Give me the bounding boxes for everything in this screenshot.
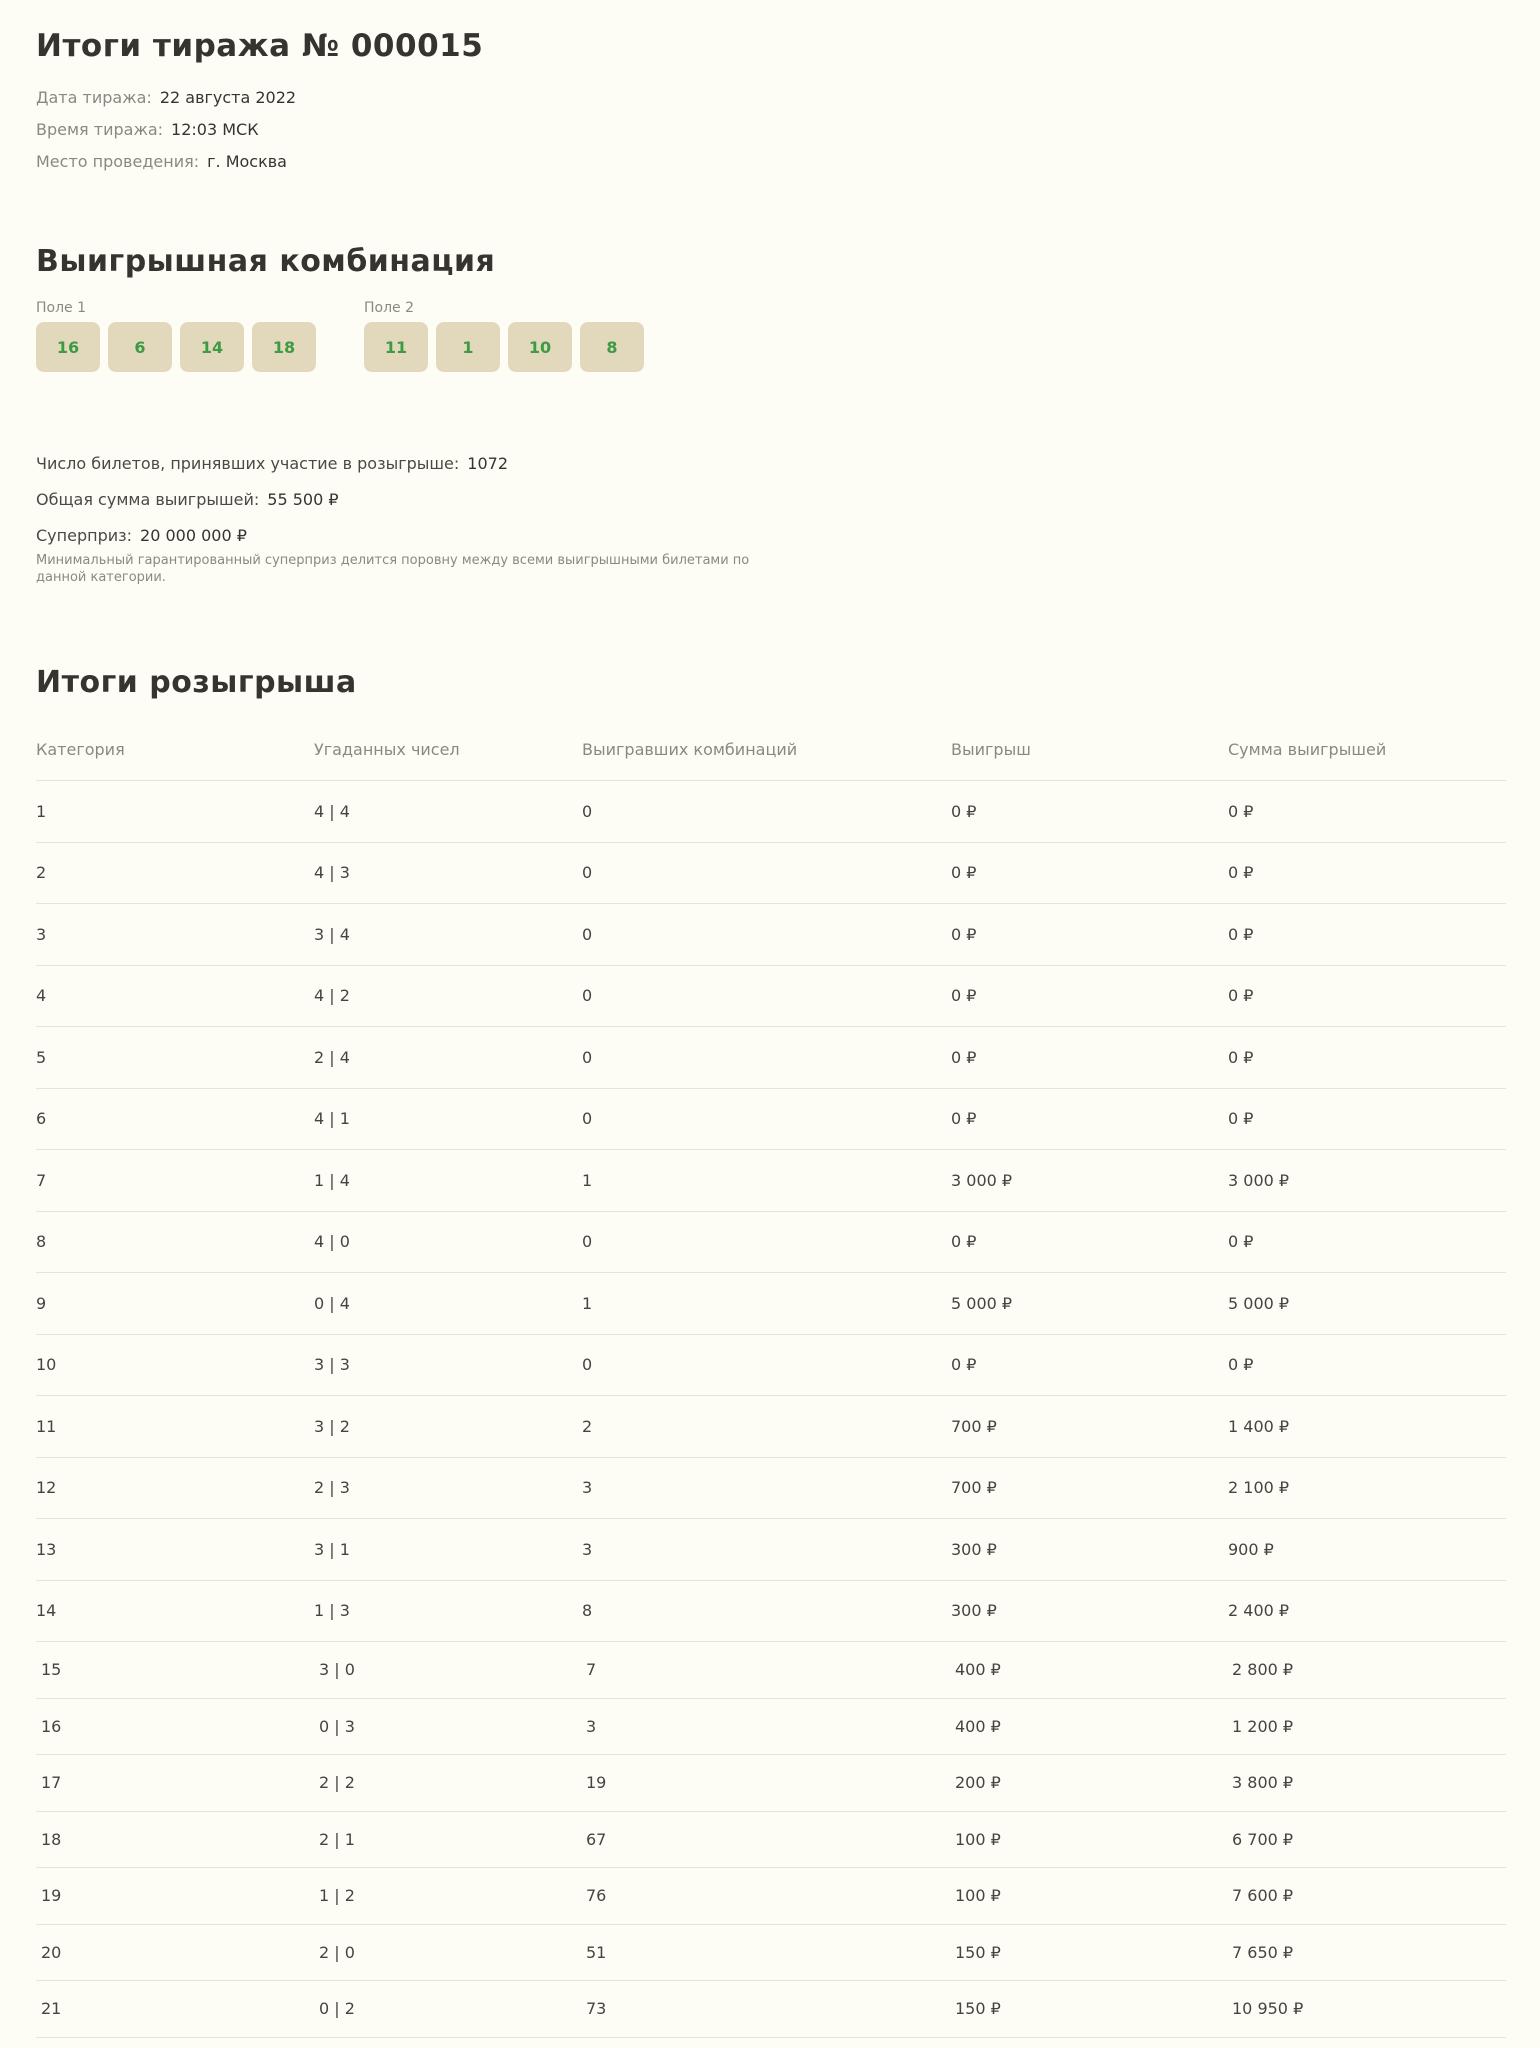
cell-winning-combos: 0 bbox=[582, 1088, 951, 1150]
cell-winning-combos: 0 bbox=[582, 904, 951, 966]
tickets-count-label: Число билетов, принявших участие в розыгрыше: bbox=[36, 454, 460, 473]
cell-matched: 3 | 3 bbox=[314, 1334, 582, 1396]
cell-category: 6 bbox=[36, 1088, 314, 1150]
cell-total: 7 600 ₽ bbox=[1228, 1868, 1506, 1925]
cell-category: 15 bbox=[36, 1642, 314, 1699]
tickets-count bbox=[36, 452, 796, 488]
cell-matched: 0 | 4 bbox=[314, 1273, 582, 1335]
cell-prize: 0 ₽ bbox=[951, 965, 1228, 1027]
cell-total: 0 ₽ bbox=[1228, 904, 1506, 966]
cell-category: 18 bbox=[36, 1811, 314, 1868]
cell-category: 17 bbox=[36, 1755, 314, 1812]
cell-winning-combos: 67 bbox=[582, 1811, 951, 1868]
cell-prize: 3 000 ₽ bbox=[951, 1150, 1228, 1212]
cell-winning-combos: 8 bbox=[582, 1580, 951, 1642]
ball: 11 bbox=[364, 322, 428, 372]
table-row bbox=[36, 1580, 1506, 1642]
superprize-note: Минимальный гарантированный суперприз делится поровну между всеми выигрышными билетами по данной категории. bbox=[36, 553, 750, 585]
winning-combination-title: Выигрышная комбинация bbox=[36, 244, 496, 279]
cell-prize: 0 ₽ bbox=[951, 842, 1228, 904]
table-row bbox=[36, 1755, 1506, 1812]
cell-total: 900 ₽ bbox=[1228, 1519, 1506, 1581]
table-row bbox=[36, 1150, 1506, 1212]
draw-time bbox=[36, 114, 296, 146]
cell-matched: 4 | 0 bbox=[314, 1211, 582, 1273]
cell-winning-combos: 7 bbox=[582, 1642, 951, 1699]
cell-category: 10 bbox=[36, 1334, 314, 1396]
cell-matched: 4 | 4 bbox=[314, 781, 582, 843]
cell-prize: 150 ₽ bbox=[951, 1924, 1228, 1981]
cell-total: 0 ₽ bbox=[1228, 1088, 1506, 1150]
page-title: Итоги тиража № 000015 bbox=[36, 28, 484, 64]
cell-matched: 3 | 2 bbox=[314, 1396, 582, 1458]
cell-category: 1 bbox=[36, 781, 314, 843]
table-row bbox=[36, 1698, 1506, 1755]
table-row bbox=[36, 842, 1506, 904]
cell-prize: 400 ₽ bbox=[951, 1642, 1228, 1699]
cell-total: 6 700 ₽ bbox=[1228, 1811, 1506, 1868]
cell-prize: 400 ₽ bbox=[951, 1698, 1228, 1755]
cell-total: 0 ₽ bbox=[1228, 842, 1506, 904]
table-row bbox=[36, 1457, 1506, 1519]
cell-winning-combos: 0 bbox=[582, 1027, 951, 1089]
table-row bbox=[36, 1027, 1506, 1089]
cell-total: 1 400 ₽ bbox=[1228, 1396, 1506, 1458]
cell-prize: 100 ₽ bbox=[951, 1868, 1228, 1925]
cell-winning-combos: 3 bbox=[582, 1698, 951, 1755]
field1-numbers bbox=[36, 322, 316, 372]
ball: 16 bbox=[36, 322, 100, 372]
superprize-label: Суперприз: bbox=[36, 526, 133, 545]
table-row bbox=[36, 1334, 1506, 1396]
draw-date-label: Дата тиража: bbox=[36, 88, 152, 107]
cell-category: 12 bbox=[36, 1457, 314, 1519]
cell-total: 0 ₽ bbox=[1228, 1027, 1506, 1089]
cell-winning-combos: 0 bbox=[582, 781, 951, 843]
table-row bbox=[36, 781, 1506, 843]
cell-total: 2 400 ₽ bbox=[1228, 1580, 1506, 1642]
cell-prize: 200 ₽ bbox=[951, 1755, 1228, 1812]
col-category: Категория bbox=[36, 718, 314, 781]
cell-matched: 1 | 4 bbox=[314, 1150, 582, 1212]
cell-prize: 700 ₽ bbox=[951, 1396, 1228, 1458]
cell-matched: 2 | 0 bbox=[314, 1924, 582, 1981]
cell-category: 13 bbox=[36, 1519, 314, 1581]
cell-category: 11 bbox=[36, 1396, 314, 1458]
cell-total: 3 000 ₽ bbox=[1228, 1150, 1506, 1212]
ball: 18 bbox=[252, 322, 316, 372]
draw-place-label: Место проведения: bbox=[36, 152, 200, 171]
total-winnings-value: 55 500 ₽ bbox=[267, 490, 339, 509]
tickets-count-value: 1072 bbox=[467, 454, 508, 473]
cell-matched: 1 | 2 bbox=[314, 1868, 582, 1925]
cell-matched: 4 | 3 bbox=[314, 842, 582, 904]
cell-category: 2 bbox=[36, 842, 314, 904]
col-winning-combos: Выигравших комбинаций bbox=[582, 718, 951, 781]
cell-category: 14 bbox=[36, 1580, 314, 1642]
ball: 10 bbox=[508, 322, 572, 372]
cell-winning-combos: 0 bbox=[582, 965, 951, 1027]
cell-category: 5 bbox=[36, 1027, 314, 1089]
cell-category: 3 bbox=[36, 904, 314, 966]
ball: 6 bbox=[108, 322, 172, 372]
cell-total: 7 650 ₽ bbox=[1228, 1924, 1506, 1981]
cell-category: 20 bbox=[36, 1924, 314, 1981]
cell-matched: 3 | 1 bbox=[314, 1519, 582, 1581]
cell-matched: 3 | 4 bbox=[314, 904, 582, 966]
cell-prize: 150 ₽ bbox=[951, 1981, 1228, 2038]
ball: 1 bbox=[436, 322, 500, 372]
field1-label: Поле 1 bbox=[36, 300, 87, 316]
cell-winning-combos: 0 bbox=[582, 1211, 951, 1273]
cell-matched: 4 | 2 bbox=[314, 965, 582, 1027]
cell-matched: 0 | 2 bbox=[314, 1981, 582, 2038]
cell-prize: 0 ₽ bbox=[951, 1211, 1228, 1273]
results-table bbox=[36, 718, 1506, 2038]
table-row bbox=[36, 1273, 1506, 1335]
cell-total: 0 ₽ bbox=[1228, 1334, 1506, 1396]
cell-winning-combos: 76 bbox=[582, 1868, 951, 1925]
cell-winning-combos: 0 bbox=[582, 842, 951, 904]
cell-matched: 2 | 1 bbox=[314, 1811, 582, 1868]
col-matched: Угаданных чисел bbox=[314, 718, 582, 781]
cell-prize: 0 ₽ bbox=[951, 781, 1228, 843]
cell-total: 0 ₽ bbox=[1228, 781, 1506, 843]
cell-matched: 4 | 1 bbox=[314, 1088, 582, 1150]
draw-place-value: г. Москва bbox=[207, 152, 287, 171]
table-row bbox=[36, 1981, 1506, 2038]
cell-prize: 700 ₽ bbox=[951, 1457, 1228, 1519]
cell-prize: 0 ₽ bbox=[951, 1334, 1228, 1396]
cell-total: 2 100 ₽ bbox=[1228, 1457, 1506, 1519]
cell-winning-combos: 19 bbox=[582, 1755, 951, 1812]
cell-category: 7 bbox=[36, 1150, 314, 1212]
cell-category: 4 bbox=[36, 965, 314, 1027]
cell-winning-combos: 2 bbox=[582, 1396, 951, 1458]
table-row bbox=[36, 1211, 1506, 1273]
draw-stats bbox=[36, 452, 796, 586]
total-winnings-label: Общая сумма выигрышей: bbox=[36, 490, 260, 509]
results-title: Итоги розыгрыша bbox=[36, 665, 357, 700]
table-row bbox=[36, 965, 1506, 1027]
draw-time-label: Время тиража: bbox=[36, 120, 164, 139]
total-winnings bbox=[36, 488, 796, 524]
cell-total: 10 950 ₽ bbox=[1228, 1981, 1506, 2038]
cell-prize: 300 ₽ bbox=[951, 1519, 1228, 1581]
cell-total: 2 800 ₽ bbox=[1228, 1642, 1506, 1699]
cell-winning-combos: 1 bbox=[582, 1150, 951, 1212]
cell-category: 8 bbox=[36, 1211, 314, 1273]
draw-meta bbox=[36, 82, 296, 178]
table-row bbox=[36, 1088, 1506, 1150]
cell-prize: 5 000 ₽ bbox=[951, 1273, 1228, 1335]
cell-total: 1 200 ₽ bbox=[1228, 1698, 1506, 1755]
col-total: Сумма выигрышей bbox=[1228, 718, 1506, 781]
cell-matched: 2 | 3 bbox=[314, 1457, 582, 1519]
ball: 14 bbox=[180, 322, 244, 372]
draw-place bbox=[36, 146, 296, 178]
cell-winning-combos: 73 bbox=[582, 1981, 951, 2038]
cell-total: 0 ₽ bbox=[1228, 965, 1506, 1027]
cell-category: 21 bbox=[36, 1981, 314, 2038]
draw-date-value: 22 августа 2022 bbox=[159, 88, 297, 107]
table-row bbox=[36, 1924, 1506, 1981]
field2-label: Поле 2 bbox=[364, 300, 415, 316]
cell-winning-combos: 1 bbox=[582, 1273, 951, 1335]
superprize-value: 20 000 000 ₽ bbox=[140, 526, 247, 545]
cell-total: 5 000 ₽ bbox=[1228, 1273, 1506, 1335]
cell-winning-combos: 51 bbox=[582, 1924, 951, 1981]
table-row bbox=[36, 1642, 1506, 1699]
cell-matched: 2 | 2 bbox=[314, 1755, 582, 1812]
cell-matched: 1 | 3 bbox=[314, 1580, 582, 1642]
cell-winning-combos: 3 bbox=[582, 1457, 951, 1519]
cell-total: 3 800 ₽ bbox=[1228, 1755, 1506, 1812]
cell-category: 16 bbox=[36, 1698, 314, 1755]
cell-winning-combos: 3 bbox=[582, 1519, 951, 1581]
table-row bbox=[36, 1396, 1506, 1458]
table-row bbox=[36, 1811, 1506, 1868]
cell-matched: 3 | 0 bbox=[314, 1642, 582, 1699]
cell-prize: 0 ₽ bbox=[951, 904, 1228, 966]
cell-prize: 300 ₽ bbox=[951, 1580, 1228, 1642]
cell-category: 19 bbox=[36, 1868, 314, 1925]
col-prize: Выигрыш bbox=[951, 718, 1228, 781]
cell-matched: 2 | 4 bbox=[314, 1027, 582, 1089]
results-body bbox=[36, 781, 1506, 2038]
cell-category: 9 bbox=[36, 1273, 314, 1335]
draw-date bbox=[36, 82, 296, 114]
table-row bbox=[36, 1868, 1506, 1925]
cell-prize: 0 ₽ bbox=[951, 1027, 1228, 1089]
table-row bbox=[36, 1519, 1506, 1581]
table-row bbox=[36, 904, 1506, 966]
cell-prize: 100 ₽ bbox=[951, 1811, 1228, 1868]
draw-time-value: 12:03 МСК bbox=[171, 120, 259, 139]
cell-prize: 0 ₽ bbox=[951, 1088, 1228, 1150]
table-header-row bbox=[36, 718, 1506, 781]
field2-numbers bbox=[364, 322, 644, 372]
cell-winning-combos: 0 bbox=[582, 1334, 951, 1396]
ball: 8 bbox=[580, 322, 644, 372]
cell-total: 0 ₽ bbox=[1228, 1211, 1506, 1273]
cell-matched: 0 | 3 bbox=[314, 1698, 582, 1755]
